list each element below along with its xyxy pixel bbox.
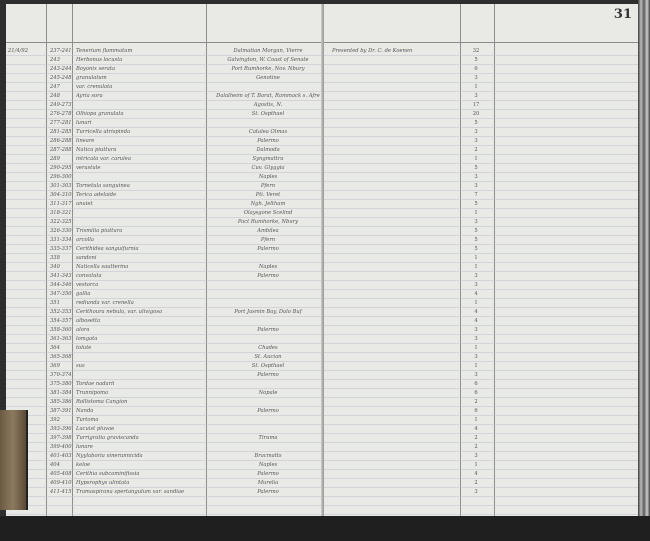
register-row [6, 345, 324, 354]
cell-reg: 287-288 [50, 147, 72, 153]
right-ruled-line [324, 514, 638, 515]
cell-name: Hypsrophys ulintata [76, 480, 130, 486]
cell-name: Herbonus locusta [76, 57, 123, 63]
cell-name: granulatum [76, 75, 107, 81]
cell-count: 4 [474, 291, 478, 297]
cell-count: 20 [472, 111, 480, 117]
cell-count: 3 [474, 129, 478, 135]
cell-loc: Port Rumhorke, Nov. Nbury [231, 66, 305, 72]
cell-reg: 277-281 [50, 120, 72, 126]
register-row [6, 426, 324, 435]
right-header-rule [324, 42, 638, 43]
register-row [6, 363, 324, 372]
cell-count: 3 [474, 354, 478, 360]
cell-loc: Palermo [257, 408, 279, 414]
cell-count: 1 [474, 264, 478, 270]
cell-count: 4 [474, 471, 478, 477]
register-row [6, 417, 324, 426]
register-row-count [324, 255, 638, 264]
register-row [6, 183, 324, 192]
register-row-count [324, 381, 638, 390]
register-row [6, 147, 324, 156]
register-row [6, 75, 324, 84]
register-row [6, 336, 324, 345]
cell-loc: Palermo [257, 246, 279, 252]
register-row-count [324, 75, 638, 84]
cell-name: Terica adelaide [76, 192, 117, 198]
right-page [324, 4, 638, 516]
cell-reg: 331-334 [50, 237, 72, 243]
register-row-count [324, 489, 638, 498]
register-row [6, 210, 324, 219]
register-row [6, 228, 324, 237]
cell-reg: 385-386 [50, 399, 72, 405]
cell-loc: Pfern [260, 183, 276, 189]
cell-reg: 249-273 [50, 102, 72, 108]
cell-loc: Agostis, N. [253, 102, 283, 108]
register-row-count [324, 309, 638, 318]
cell-name: gallia [76, 291, 91, 297]
cell-count: 5 [474, 237, 478, 243]
register-row [6, 57, 324, 66]
register-row [6, 282, 324, 291]
header-date-text: 21/4/92 [8, 48, 28, 54]
cell-reg: 397-398 [50, 435, 72, 441]
cell-reg: 404 [50, 462, 60, 468]
register-row-count [324, 129, 638, 138]
register-row-count [324, 426, 638, 435]
page-stack-edge [638, 0, 650, 541]
cell-name: Tramaspirana spertangulum var. sandiae [76, 489, 185, 495]
cell-name: albosetta [76, 318, 101, 324]
register-row-count [324, 57, 638, 66]
cell-count: 6 [474, 66, 478, 72]
cell-count: 1 [474, 363, 478, 369]
cell-name: lunare [76, 444, 93, 450]
cell-name: Cerithidea sanguifurnia [76, 246, 139, 252]
cell-reg: 237-241 [50, 48, 72, 54]
cell-count: 3 [474, 273, 478, 279]
right-ruled-line [324, 505, 638, 506]
cell-name: anuiet [76, 201, 93, 207]
cell-count: 3 [474, 174, 478, 180]
cell-count: 3 [474, 489, 478, 495]
register-row [6, 273, 324, 282]
register-row [6, 192, 324, 201]
register-row [6, 390, 324, 399]
cell-loc: Palermo [257, 327, 279, 333]
cell-count: 1 [474, 345, 478, 351]
cell-count: 3 [474, 183, 478, 189]
register-row-count [324, 165, 638, 174]
register-row-count [324, 138, 638, 147]
cell-name: intricata var. carulea [76, 156, 131, 162]
cell-loc: St. Ospthael [251, 363, 285, 369]
cell-count: 2 [474, 480, 478, 486]
cell-count: 1 [474, 462, 478, 468]
cell-name: Trismilia piuttura [76, 228, 123, 234]
register-row-count [324, 48, 638, 57]
cell-count: 1 [474, 255, 478, 261]
cell-name: tolute [76, 345, 92, 351]
cell-count: 3 [474, 336, 478, 342]
cell-loc: Chades [258, 345, 278, 351]
tabbed-leaf-edge [0, 410, 28, 510]
cell-count: 2 [474, 399, 478, 405]
register-row-count [324, 210, 638, 219]
register-row-count [324, 435, 638, 444]
cell-name: lunari [76, 120, 92, 126]
cell-name: vestorca [76, 282, 99, 288]
cell-name: Ayria sora [76, 93, 103, 99]
cell-count: 1 [474, 210, 478, 216]
cell-loc: Olaysgone Scelind [243, 210, 293, 216]
cell-loc: Naples [258, 174, 278, 180]
cell-count: 6 [474, 408, 478, 414]
cell-name: Turrigratia graviscanda [76, 435, 139, 441]
register-row-count [324, 93, 638, 102]
register-row [6, 471, 324, 480]
cell-count: 17 [472, 102, 480, 108]
cell-name: Olhiopa granulata [76, 111, 124, 117]
cell-reg: 311-317 [50, 201, 72, 207]
cell-reg: 354-357 [50, 318, 72, 324]
cell-reg: 340 [50, 264, 60, 270]
cell-name: Cerithia subcaminifissia [76, 471, 140, 477]
cell-reg: 387-391 [50, 408, 72, 414]
cell-name: keloe [76, 462, 91, 468]
cell-count: 4 [474, 426, 478, 432]
presented-by-text: Presented by Dr. C. de Koenen [332, 48, 413, 54]
cell-reg: 248 [50, 93, 60, 99]
register-row [6, 48, 324, 57]
page-number: 31 [613, 7, 632, 22]
cell-loc: Murelia [257, 480, 279, 486]
register-row [6, 201, 324, 210]
register-row-count [324, 102, 638, 111]
register-row-count [324, 354, 638, 363]
cell-count: 3 [474, 75, 478, 81]
cell-count: 5 [474, 228, 478, 234]
cell-reg: 364 [50, 345, 60, 351]
register-row [6, 372, 324, 381]
cell-reg: 369 [50, 363, 60, 369]
cell-count: 5 [474, 201, 478, 207]
cell-name: lomgata [76, 336, 98, 342]
left-ruled-line [6, 514, 324, 515]
cell-reg: 352-353 [50, 309, 72, 315]
cell-reg: 335-337 [50, 246, 72, 252]
register-row-count [324, 183, 638, 192]
cell-count: 3 [474, 282, 478, 288]
register-row [6, 453, 324, 462]
cell-reg: 322-325 [50, 219, 72, 225]
cell-name: rediunda var. crenella [76, 300, 134, 306]
cell-count: 1 [474, 156, 478, 162]
register-row [6, 354, 324, 363]
cell-loc: Palermo [257, 372, 279, 378]
cell-name: Turtoma [76, 417, 99, 423]
cell-count: 2 [474, 147, 478, 153]
cell-loc: Bracmatts [254, 453, 282, 459]
cell-reg: 341-343 [50, 273, 72, 279]
register-row-count [324, 453, 638, 462]
register-row-count [324, 480, 638, 489]
cell-reg: 318-321 [50, 210, 72, 216]
cell-count: 3 [474, 93, 478, 99]
register-row-count [324, 273, 638, 282]
register-row [6, 381, 324, 390]
cell-loc: Dalmoda [256, 147, 280, 153]
cell-reg: 344-346 [50, 282, 72, 288]
register-row-count [324, 336, 638, 345]
cell-reg: 247 [50, 84, 60, 90]
register-row [6, 480, 324, 489]
register-row [6, 444, 324, 453]
cell-count: 1 [474, 84, 478, 90]
cell-name: Cerithoura nebula, var. ulivigosa [76, 309, 163, 315]
register-row-count [324, 399, 638, 408]
cell-loc: Palermo [257, 489, 279, 495]
cell-loc: Palermo [257, 471, 279, 477]
register-row-count [324, 111, 638, 120]
register-row [6, 84, 324, 93]
cell-reg: 290-295 [50, 165, 72, 171]
left-page [6, 4, 324, 516]
cell-reg: 392 [50, 417, 60, 423]
register-row-count [324, 228, 638, 237]
cell-reg: 393-396 [50, 426, 72, 432]
register-row-count [324, 372, 638, 381]
cell-reg: 243-244 [50, 66, 72, 72]
table-surface [0, 516, 650, 541]
cell-name: Tornetula sanguinea [76, 183, 130, 189]
cell-reg: 409-410 [50, 480, 72, 486]
cell-count: 3 [474, 372, 478, 378]
cell-count: 4 [474, 309, 478, 315]
register-row-count [324, 156, 638, 165]
cell-reg: 281-285 [50, 129, 72, 135]
cell-loc: Naples [258, 462, 278, 468]
cell-loc: Cuv. Glyggia [251, 165, 285, 171]
cell-name: arcolla [76, 237, 95, 243]
register-row-count [324, 147, 638, 156]
register-row-count [324, 84, 638, 93]
register-row [6, 489, 324, 498]
cell-reg: 351 [50, 300, 60, 306]
cell-count: 1 [474, 417, 478, 423]
cell-name: Boyonix serata [76, 66, 116, 72]
cell-reg: 301-303 [50, 183, 72, 189]
cell-reg: 304-310 [50, 192, 72, 198]
cell-count: 5 [474, 120, 478, 126]
cell-loc: Ambilea [257, 228, 279, 234]
cell-name: sus [76, 363, 85, 369]
register-row [6, 111, 324, 120]
register-row-count [324, 282, 638, 291]
cell-loc: St. Ospthael [251, 111, 285, 117]
register-row-count [324, 417, 638, 426]
cell-loc: Catalea Olmas [248, 129, 288, 135]
cell-loc: Dalmatian Morgan, Vierre [233, 48, 303, 54]
left-ruled-line [6, 505, 324, 506]
register-row-count [324, 300, 638, 309]
cell-count: 2 [474, 435, 478, 441]
cell-loc: Dalalheim of T. Barat, Rammack s. Afre [216, 93, 320, 99]
cell-loc: Pact Rumhorke, Nbury [237, 219, 299, 225]
cell-name: sandoni [76, 255, 97, 261]
cell-reg: 347-350 [50, 291, 72, 297]
register-row [6, 246, 324, 255]
cell-count: 5 [474, 57, 478, 63]
cell-reg: 245-248 [50, 75, 72, 81]
register-row-count [324, 120, 638, 129]
cell-reg: 365-368 [50, 354, 72, 360]
cell-name: verastule [76, 165, 101, 171]
register-row-count [324, 390, 638, 399]
cell-name: Nanda [76, 408, 94, 414]
register-row [6, 399, 324, 408]
cell-name: Tenerium flammatum [76, 48, 133, 54]
cell-reg: 405-408 [50, 471, 72, 477]
register-row [6, 120, 324, 129]
register-row-count [324, 66, 638, 75]
register-row [6, 318, 324, 327]
cell-count: 3 [474, 453, 478, 459]
register-row [6, 138, 324, 147]
cell-reg: 381-384 [50, 390, 72, 396]
cell-name: Naticella sautterina [76, 264, 129, 270]
cell-count: 5 [474, 246, 478, 252]
cell-loc: Port Jasmin Bay, Dalo Buf [234, 309, 302, 315]
register-row [6, 237, 324, 246]
cell-reg: 370-374 [50, 372, 72, 378]
register-row [6, 264, 324, 273]
register-row [6, 408, 324, 417]
cell-loc: Naples [258, 264, 278, 270]
cell-name: alora [76, 327, 90, 333]
cell-loc: Galvington, W. Coast of Senate [227, 57, 309, 63]
register-row-count [324, 327, 638, 336]
cell-reg: 276-278 [50, 111, 72, 117]
register-row [6, 165, 324, 174]
register-row-count [324, 174, 638, 183]
register-row-count [324, 192, 638, 201]
register-row-count [324, 471, 638, 480]
cell-name: var. crenulata [76, 84, 113, 90]
register-row [6, 327, 324, 336]
cell-count: 3 [474, 138, 478, 144]
register-row-count [324, 444, 638, 453]
cell-loc: Pfern [260, 237, 276, 243]
cell-loc: Palermo [257, 138, 279, 144]
cell-reg: 289 [50, 156, 60, 162]
cell-reg: 243 [50, 57, 60, 63]
register-row [6, 255, 324, 264]
cell-loc: Nopale [258, 390, 278, 396]
cell-loc: Ngh. Jeltham [250, 201, 286, 207]
cell-reg: 286-288 [50, 138, 72, 144]
register-row [6, 291, 324, 300]
register-row [6, 300, 324, 309]
cell-reg: 401-403 [50, 453, 72, 459]
cell-reg: 326-330 [50, 228, 72, 234]
cell-name: Nyylaboria vinerunnicida [76, 453, 143, 459]
register-row [6, 129, 324, 138]
register-row [6, 174, 324, 183]
cell-loc: Tiruma [258, 435, 278, 441]
register-row-count [324, 201, 638, 210]
cell-name: Natica piuttura [76, 147, 117, 153]
cell-name: Lacuist pluvae [76, 426, 115, 432]
cell-name: convoluta [76, 273, 102, 279]
cell-loc: Pti. Veret [255, 192, 281, 198]
cell-loc: Genotine [256, 75, 280, 81]
cell-count: 4 [474, 318, 478, 324]
register-row [6, 66, 324, 75]
left-header-rule [6, 42, 324, 43]
cell-reg: 358-360 [50, 327, 72, 333]
cell-count: 5 [474, 165, 478, 171]
cell-reg: 411-415 [50, 489, 72, 495]
register-row [6, 219, 324, 228]
register-row [6, 102, 324, 111]
cell-loc: St. Aucian [254, 354, 282, 360]
cell-name: Rollistoma Cangion [76, 399, 128, 405]
cell-name: Turricella atrispinda [76, 129, 131, 135]
cell-reg: 399-400 [50, 444, 72, 450]
cell-loc: Palermo [257, 273, 279, 279]
cell-count: 3 [474, 219, 478, 225]
register-row [6, 435, 324, 444]
cell-reg: 375-380 [50, 381, 72, 387]
cell-count: 7 [474, 192, 478, 198]
register-row [6, 462, 324, 471]
register-row-count [324, 408, 638, 417]
cell-count: 6 [474, 390, 478, 396]
cell-name: Trunnipoma [76, 390, 109, 396]
register-row-count [324, 291, 638, 300]
cell-reg: 296-300 [50, 174, 72, 180]
register-row [6, 156, 324, 165]
register-row-count [324, 237, 638, 246]
cell-reg: 338 [50, 255, 60, 261]
register-row-count [324, 264, 638, 273]
cell-count: 6 [474, 381, 478, 387]
cell-count: 3 [474, 327, 478, 333]
register-row [6, 93, 324, 102]
cell-name: Tordae nadarii [76, 381, 115, 387]
cell-name: lineare [76, 138, 95, 144]
register-row-count [324, 318, 638, 327]
cell-count: 32 [472, 48, 480, 54]
register-row-count [324, 246, 638, 255]
register-row [6, 309, 324, 318]
cell-reg: 361-363 [50, 336, 72, 342]
register-row-count [324, 345, 638, 354]
register-row-count [324, 363, 638, 372]
cell-count: 2 [474, 444, 478, 450]
register-row-count [324, 219, 638, 228]
cell-count: 1 [474, 300, 478, 306]
register-row-count [324, 462, 638, 471]
cell-loc: Syngmattra [252, 156, 284, 162]
